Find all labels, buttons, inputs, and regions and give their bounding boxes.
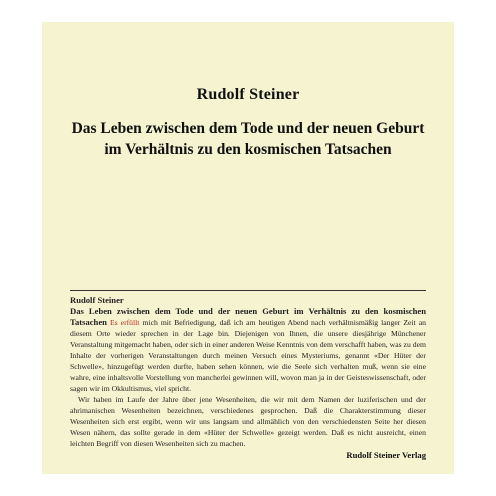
cover-title <box>48 118 448 160</box>
excerpt-title: Das Leben zwischen dem Tode und der neuen Geburt im Verhältnis zu den kosmischen Tatsachen <box>70 306 426 327</box>
publisher-name: Rudolf Steiner Verlag <box>346 450 426 460</box>
excerpt-block <box>70 294 426 449</box>
excerpt-author: Rudolf Steiner <box>70 295 124 305</box>
excerpt-paragraph-2: Wir haben im Laufe der Jahre über jene Wesenheiten, die wir mit dem Namen der luziferischen und der ahrimanischen Wesenheiten bezeichnen, verschiedenes gesprochen. Daß die Charakterstimmung dieser Wesenheiten sich erst ergibt, wenn wir uns langsam und allmählich von den verschiedensten Seite her diesen Wesen nähern, das sollte gerade in dem «Hüter der Schwelle» gezeigt werden. Daß es nicht ausreicht, einen leichten Begriff von diesen Wesenheiten sich zu machen. <box>70 395 426 448</box>
book-cover <box>42 22 454 474</box>
cover-title-line-2: im Verhältnis zu den kosmischen Tatsachen <box>104 141 392 158</box>
excerpt-text-1: Es erfüllt mich mit Befriedigung, daß ich am heutigen Abend nach verhältnismäßig langer Zeit an diesem Orte wieder sprechen in der Lage bin. Diejenigen von Ihnen, die unsere diesjährige Münchener Veranstaltung mitgemacht haben, oder sich in einer anderen Weise Kenntnis von dem verschafft haben, was zu dem Inhalte der vorherigen Veranstaltungen durch meinen Versuch eines Mysteriums, genannt «Der Hüter der Schwelle», hinzugefügt werden durfte, haben sehen können, wie die Seele sich verhalten muß, wenn sie eine wahre, eine inhaltsvolle Vorstellung von mancherlei gewinnen will, wovon man ja in der Geisteswissenschaft, oder sagen wir im Okkultismus, viel spricht. <box>70 318 426 393</box>
cover-author: Rudolf Steiner <box>196 86 300 103</box>
excerpt-divider <box>70 290 426 291</box>
excerpt-paragraph-1 <box>70 306 426 394</box>
cover-title-line-1: Das Leben zwischen dem Tode und der neuen Geburt <box>71 120 425 137</box>
